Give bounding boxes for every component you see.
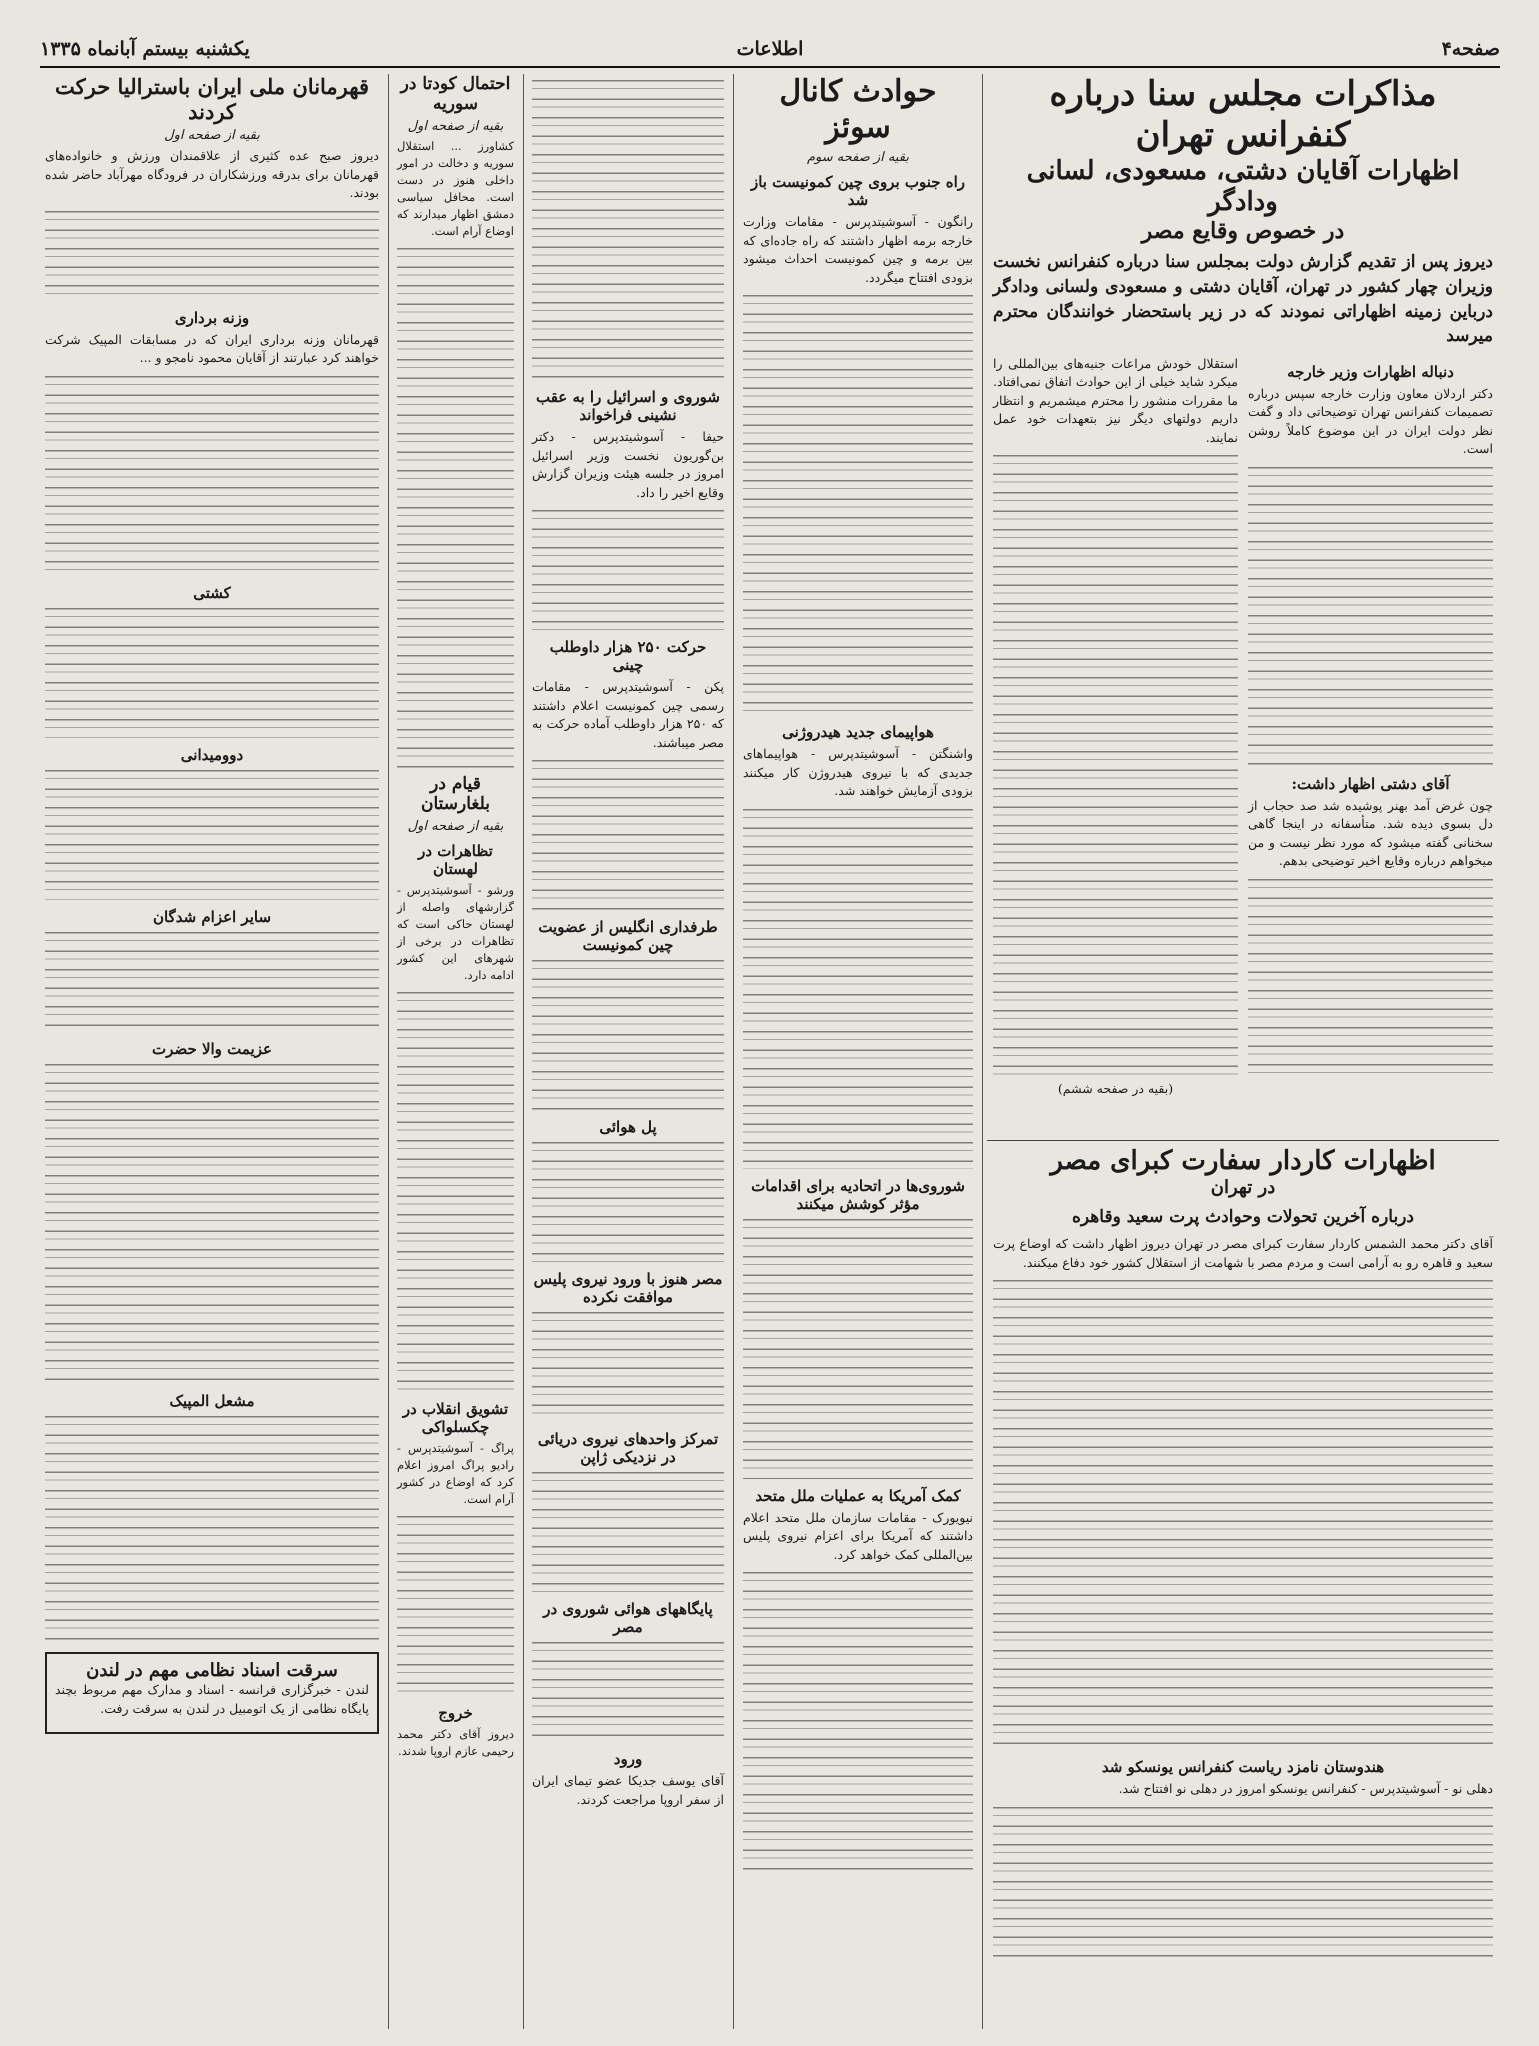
article-text: دیروز آقای دکتر محمد رحیمی عازم اروپا شدند. — [397, 1726, 514, 1758]
boxed-article — [45, 1652, 379, 1735]
column-senate — [987, 74, 1499, 1139]
text-block — [1248, 879, 1493, 1079]
paper-name: اطلاعات — [736, 38, 804, 60]
text-block — [743, 809, 973, 1169]
text-block — [45, 608, 379, 738]
section-heading: تظاهرات در لهستان — [418, 841, 493, 878]
text-block — [743, 295, 973, 715]
text-block — [1248, 467, 1493, 767]
lede: دیروز پس از تقدیم گزارش دولت بمجلس سنا درباره کنفرانس نخست وزیران چهار کشور در تهران، آقایان دشتی و مسعودی ولسانی ودادگر درباین زمینه اظهاراتی نمودند که در زیر باستحضار خوانندگان محترم میرسد — [993, 252, 1493, 347]
section-heading: تمرکز واحدهای نیروی دریائی در نزدیکی ژاپن — [537, 1430, 719, 1466]
headline: مذاکرات مجلس سنا درباره کنفرانس تهران — [1049, 74, 1437, 155]
text-block — [532, 510, 724, 630]
section-heading: آقای دشتی اظهار داشت: — [1291, 774, 1450, 793]
section-heading: عزیمت والا حضرت — [152, 1039, 272, 1058]
article-text: چون غرض آمد بهنر پوشیده شد صد حجاب از دل بسوی دیده شد. متأسفانه در اینجا گاهی سخنانی گفته میشود که مورد نظر نیست و من میخواهم درباره وقایع اخیر توضیحی بدهم. — [1248, 797, 1493, 869]
lede: درباره آخرین تحولات وحوادث پرت سعید وقاهره — [1072, 1206, 1414, 1227]
article-text: واشنگتن - آسوشیتدپرس - هواپیماهای جدیدی که با نیروی هیدروژن کار میکنند بزودی آزمایش خواهند شد. — [743, 746, 973, 798]
section-heading: وزنه برداری — [174, 308, 250, 327]
continued-from: بقیه از صفحه اول — [407, 118, 504, 134]
column-rule — [523, 74, 524, 2029]
article-text: پکن - آسوشیتدپرس - مقامات رسمی چین کمونیست اعلام داشتند که ۲۵۰ هزار داوطلب آماده حرکت به مصر میباشند. — [532, 679, 724, 750]
text-block — [743, 1572, 973, 1872]
section-heading: مصر هنوز با ورود نیروی پلیس موافقت نکرده — [533, 1270, 723, 1306]
text-block — [45, 376, 379, 576]
text-block — [397, 1516, 514, 1696]
column-olympics — [39, 74, 385, 2029]
article-text: دیروز صبح عده کثیری از علاقمندان ورزش و خانواده‌های قهرمانان برای بدرقه ورزشکاران در فرودگاه مهرآباد حاضر شده بودند. — [45, 148, 379, 201]
section-heading: هواپیمای جدید هیدروژنی — [782, 723, 934, 741]
text-block — [532, 1642, 724, 1742]
section-heading: شوروی و اسرائیل را به عقب نشینی فراخواند — [535, 388, 721, 424]
text-block — [532, 1312, 724, 1422]
text-block — [45, 932, 379, 1032]
headline: اظهارات کاردار سفارت کبرای مصر — [1050, 1146, 1436, 1176]
article-text: دکتر اردلان معاون وزارت خارجه سپس درباره تصمیمات کنفرانس تهران توضیحاتی داد و گفت نظر دولت ایران در این موضوع کاملاً روشن است. — [1248, 385, 1493, 457]
continued-from: بقیه از صفحه اول — [407, 818, 504, 834]
article-text: آقای دکتر محمد الشمس کاردار سفارت کبرای مصر در تهران دیروز اظهار داشت که اوضاع پرت سعید و قاهره رو به آرامی است و مردم مصر با شهامت از استقلال کشور خود دفاع میکنند. — [993, 1236, 1493, 1270]
section-heading: راه جنوب بروی چین کمونیست باز شد — [750, 173, 966, 209]
article-column — [1248, 355, 1493, 1101]
text-block — [532, 1142, 724, 1262]
article-text: قهرمانان وزنه برداری ایران که در مسابقات المپیک شرکت خواهند کرد عبارتند از آقایان محمود نامجو و ... — [45, 331, 379, 366]
article-text: استقلال خودش مراعات جنبه‌های بین‌المللی را میکرد شاید خیلی از این حوادث اتفاق نمی‌افتاد. ما مقررات منشور را محترم میشمریم و انتظار داریم دولتهای دیگر نیز بتعهدات خود عمل نمایند. — [993, 355, 1238, 445]
headline: سرقت اسناد نظامی مهم در لندن — [86, 1659, 338, 1681]
section-heading: دوومیدانی — [180, 745, 244, 764]
article-text: نیویورک - مقامات سازمان ملل متحد اعلام داشتند که آمریکا برای اعزام نیروی پلیس بین‌المللی کمک خواهد کرد. — [743, 1509, 973, 1562]
text-block — [532, 960, 724, 1110]
continued-from: بقیه از صفحه اول — [164, 128, 260, 144]
text-block — [532, 760, 724, 910]
text-block — [993, 455, 1238, 1075]
section-heading: پل هوائی — [599, 1118, 657, 1136]
text-block — [45, 1064, 379, 1384]
article-text: پراگ - آسوشیتدپرس - رادیو پراگ امروز اعلام کرد که اوضاع در کشور آرام است. — [397, 1440, 514, 1506]
subheadline: اظهارات آقایان دشتی، مسعودی، لسانی ودادگر — [1026, 155, 1460, 217]
section-heading: دنباله اظهارات وزیر خارجه — [1287, 362, 1454, 381]
section-heading: تشویق انقلاب در چکسلواکی — [402, 1399, 509, 1436]
section-heading: حرکت ۲۵۰ هزار داوطلب چینی — [549, 638, 707, 674]
column-syria — [391, 74, 520, 2029]
article-text: ورشو - آسوشیتدپرس - گزارشهای واصله از لهستان حاکی است که تظاهرات در برخی از شهرهای این کشور ادامه دارد. — [397, 882, 514, 982]
article-text: آقای یوسف جدیکا عضو تیمای ایران از سفر اروپا مراجعت کردند. — [532, 1773, 724, 1807]
text-block — [45, 770, 379, 900]
subheadline: در خصوص وقایع مصر — [1141, 217, 1345, 244]
masthead — [40, 36, 1500, 68]
continued-note: (بقیه در صفحه ششم) — [1057, 1081, 1174, 1097]
section-heading: پایگاههای هوائی شوروی در مصر — [543, 1600, 713, 1636]
section-heading: مشعل المپیک — [169, 1391, 255, 1410]
headline: حوادث کانال سوئز — [779, 74, 937, 145]
section-heading: هندوستان نامزد ریاست کنفرانس یونسکو شد — [1101, 1758, 1385, 1777]
text-block — [532, 80, 724, 380]
section-heading: کمک آمریکا به عملیات ملل متحد — [755, 1486, 961, 1505]
headline: قیام در بلغارستان — [421, 773, 490, 815]
text-block — [993, 1280, 1493, 1750]
text-block — [743, 1219, 973, 1479]
text-block — [397, 248, 514, 768]
issue-date: یکشنبه بیستم آبانماه ۱۳۳۵ — [40, 38, 250, 60]
article-column — [993, 355, 1238, 1101]
article-text: دهلی نو - آسوشیتدپرس - کنفرانس یونسکو امروز در دهلی نو افتتاح شد. — [1118, 1781, 1493, 1797]
column-egypt-envoy — [987, 1146, 1499, 2031]
section-heading: ورود — [613, 1750, 643, 1768]
article-columns — [993, 355, 1493, 1101]
column-suez-1 — [737, 74, 979, 2029]
section-heading: شوروی‌ها در اتحادیه برای اقدامات مؤثر کوشش میکنند — [751, 1176, 965, 1213]
column-rule — [388, 74, 389, 2029]
article-text: حیفا - آسوشیتدپرس - دکتر بن‌گوریون نخست وزیر اسرائیل امروز در جلسه هیئت وزیران گزارش وقایع اخیر را داد. — [532, 429, 724, 500]
subheadline: در تهران — [1210, 1177, 1276, 1199]
headline: احتمال کودتا در سوریه — [400, 74, 511, 115]
column-rule — [733, 74, 734, 2029]
text-block — [397, 992, 514, 1392]
headline: قهرمانان ملی ایران باسترالیا حرکت کردند — [54, 74, 369, 125]
article-text: لندن - خبرگزاری فرانسه - اسناد و مدارک مهم مربوط بچند پایگاه نظامی از یک اتومبیل در لندن به سرقت رفت. — [55, 1682, 369, 1716]
section-heading: سایر اعزام شدگان — [152, 907, 272, 926]
text-block — [532, 1472, 724, 1592]
text-block — [45, 1416, 379, 1646]
horizontal-rule — [987, 1140, 1499, 1141]
page-number: صفحه۴ — [1441, 38, 1500, 60]
column-suez-2 — [526, 74, 730, 2029]
section-heading: طرفداری انگلیس از عضویت چین کمونیست — [538, 918, 718, 954]
article-text: کشاورز ... استقلال سوریه و دخالت در امور داخلی هنوز در دست است. محافل سیاسی دمشق اظهار میدارند که اوضاع آرام است. — [397, 138, 514, 238]
text-block — [993, 1807, 1493, 1957]
article-text: رانگون - آسوشیتدپرس - مقامات وزارت خارجه برمه اظهار داشتند که راه جاده‌ای که بین برمه و چین کمونیست احداث میشود بزودی افتتاح میگردد. — [743, 214, 973, 285]
text-block — [45, 211, 379, 301]
section-heading: کشتی — [193, 583, 231, 602]
column-rule — [982, 74, 983, 2029]
section-heading: خروج — [438, 1703, 473, 1722]
continued-from: بقیه از صفحه سوم — [806, 150, 909, 165]
